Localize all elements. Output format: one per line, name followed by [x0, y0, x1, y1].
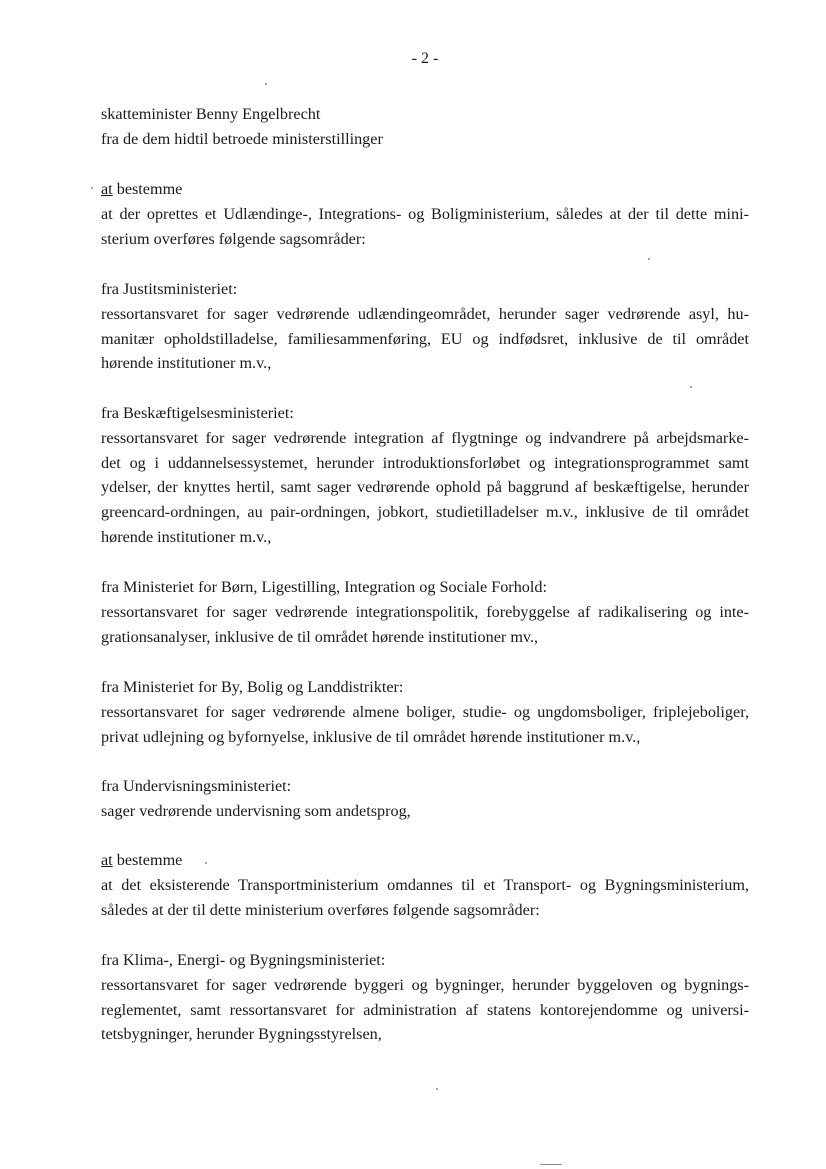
text-line: reglementet, samt ressortansvaret for administration af statens kontorejendomme og universi-	[101, 1000, 749, 1019]
decision-heading	[101, 848, 749, 873]
text-line: grationsanalyser, inklusive de til området hørende institutioner mv.,	[101, 627, 539, 646]
scan-speck	[205, 862, 207, 864]
by-bolig-paragraph	[101, 675, 749, 749]
scan-speck	[540, 1164, 562, 1165]
at-underlined: at	[101, 180, 113, 198]
scan-speck	[265, 83, 267, 85]
text-line: hørende institutioner m.v.,	[101, 527, 272, 546]
text-line: fra Justitsministeriet:	[101, 280, 238, 298]
bestemme-text: bestemme	[112, 851, 183, 869]
scan-speck	[648, 258, 650, 260]
text-line: greencard-ordningen, au pair-ordningen, jobkort, studietilladelser m.v., inklusive de til området	[101, 503, 749, 522]
text-line: skatteminister Benny Engelbrecht	[101, 105, 321, 123]
text-line: det og i uddannelsessystemet, herunder introduktionsforløbet og integrationsprogrammet samt	[101, 453, 749, 472]
text-line: fra de dem hidtil betroede ministerstillinger	[101, 129, 383, 148]
text-line: fra Ministeriet for Børn, Ligestilling, Integration og Sociale Forhold:	[101, 578, 547, 596]
scan-speck	[690, 386, 692, 388]
decision-paragraph-udlaendinge	[101, 177, 749, 251]
at-underlined: at	[101, 851, 113, 869]
text-line: fra Ministeriet for By, Bolig og Landdistrikter:	[101, 678, 404, 696]
bestemme-text: bestemme	[112, 180, 183, 198]
text-line: tetsbygninger, herunder Bygningsstyrelsen,	[101, 1025, 382, 1044]
boern-ligestilling-paragraph	[101, 575, 749, 649]
text-line: at der oprettes et Udlændinge-, Integrations- og Boligministerium, således at der til dette mini-	[101, 204, 749, 223]
text-line: at det eksisterende Transportministerium omdannes til et Transport- og Bygningsministerium,	[101, 875, 749, 894]
text-line: ydelser, der knyttes hertil, samt sager vedrørende ophold på baggrund af beskæftigelse, herunder	[101, 478, 749, 497]
text-line: fra Klima-, Energi- og Bygningsministeriet:	[101, 951, 386, 969]
text-line: ressortansvaret for sager vedrørende integrationspolitik, forebyggelse af radikalisering og inte-	[101, 602, 749, 621]
text-line: ressortansvaret for sager vedrørende udlændingeområdet, herunder sager vedrørende asyl, hu-	[101, 304, 749, 323]
scan-speck	[436, 1088, 438, 1090]
text-line: sterium overføres følgende sagsområder:	[101, 229, 366, 248]
text-line: manitær opholdstilladelse, familiesammenføring, EU og indfødsret, inklusive de til området	[101, 329, 749, 348]
minister-reference-paragraph	[101, 102, 749, 152]
decision-heading	[101, 177, 749, 202]
text-line: privat udlejning og byfornyelse, inklusive de til området hørende institutioner m.v.,	[101, 727, 641, 746]
page-number: - 2 -	[411, 50, 439, 67]
text-line: hørende institutioner m.v.,	[101, 354, 272, 373]
text-line: således at der til dette ministerium overføres følgende sagsområder:	[101, 900, 540, 919]
justitsministeriet-paragraph	[101, 277, 749, 376]
text-line: ressortansvaret for sager vedrørende byggeri og bygninger, herunder byggeloven og bygnings-	[101, 975, 749, 994]
decision-paragraph-transport	[101, 848, 749, 922]
text-line: ressortansvaret for sager vedrørende integration af flygtninge og indvandrere på arbejdsmarke-	[101, 428, 749, 447]
text-line: sager vedrørende undervisning som andetsprog,	[101, 801, 411, 820]
text-line: fra Undervisningsministeriet:	[101, 777, 292, 795]
beskaeftigelsesministeriet-paragraph	[101, 401, 749, 550]
text-line: fra Beskæftigelsesministeriet:	[101, 404, 294, 422]
text-line: ressortansvaret for sager vedrørende almene boliger, studie- og ungdomsboliger, friplejeboliger,	[101, 702, 749, 721]
klima-energi-paragraph	[101, 948, 749, 1047]
scan-speck	[91, 187, 93, 189]
undervisningsministeriet-paragraph	[101, 774, 749, 824]
